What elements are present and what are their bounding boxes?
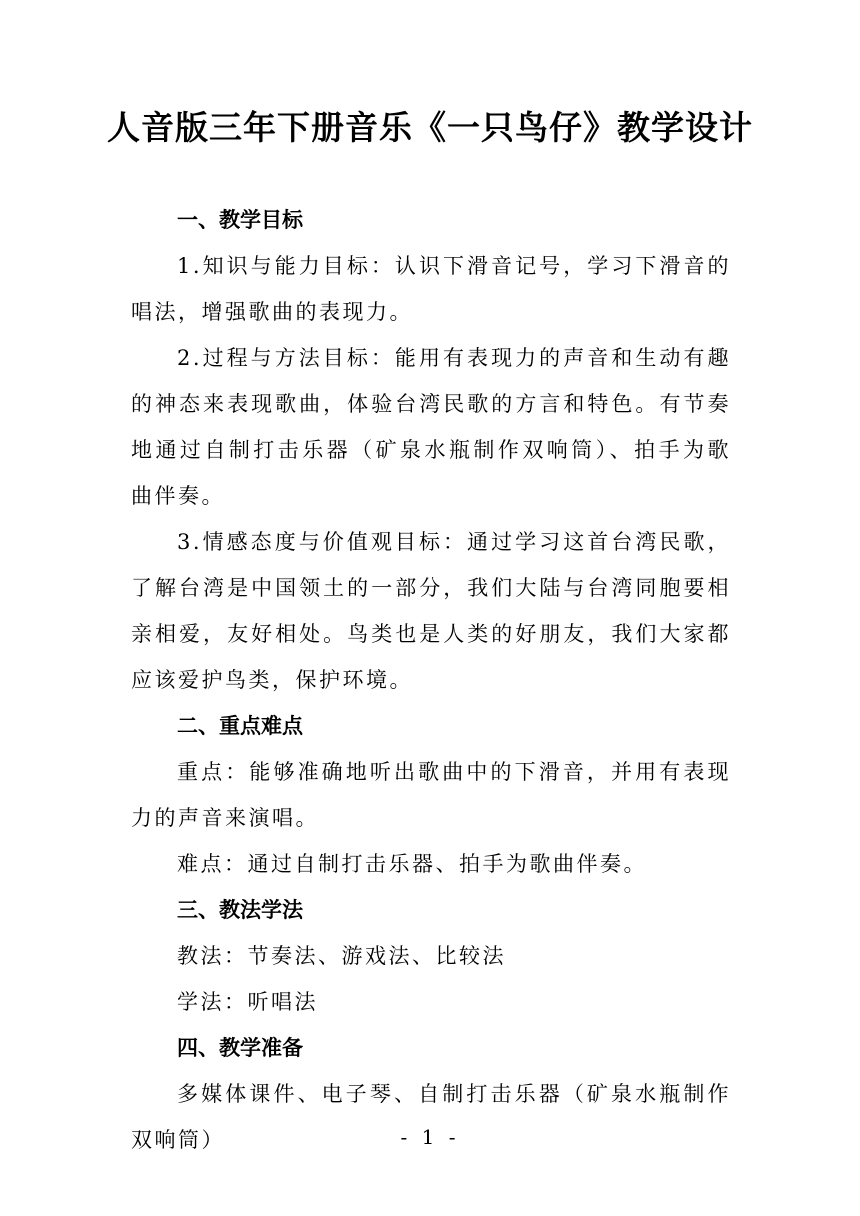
paragraph: 学法：听唱法 [177, 990, 318, 1014]
document-title: 人音版三年下册音乐《一只鸟仔》教学设计 [107, 108, 753, 147]
section-heading: 三、教法学法 [177, 898, 303, 922]
section-key-points [131, 703, 731, 887]
paragraph: 多媒体课件、电子琴、自制打击乐器（矿泉水瓶制作双响筒） [131, 1082, 731, 1152]
paragraph: 难点：通过自制打击乐器、拍手为歌曲伴奏。 [177, 852, 647, 876]
paragraph: 2.过程与方法目标：能用有表现力的声音和生动有趣的神态来表现歌曲，体验台湾民歌的方言和特色。有节奏地通过自制打击乐器（矿泉水瓶制作双响筒）、拍手为歌曲伴奏。 [131, 346, 731, 508]
section-methods [131, 887, 731, 1025]
section-heading: 二、重点难点 [177, 714, 303, 738]
paragraph: 重点：能够准确地听出歌曲中的下滑音，并用有表现力的声音来演唱。 [131, 760, 731, 830]
paragraph: 1.知识与能力目标：认识下滑音记号，学习下滑音的唱法，增强歌曲的表现力。 [131, 254, 731, 324]
document-body [131, 197, 731, 1163]
page-number: - 1 - [400, 1125, 460, 1149]
paragraph: 3.情感态度与价值观目标：通过学习这首台湾民歌，了解台湾是中国领土的一部分，我们大陆与台湾同胞要相亲相爱，友好相处。鸟类也是人类的好朋友，我们大家都应该爱护鸟类，保护环境。 [131, 530, 731, 692]
section-teaching-goals [131, 197, 731, 703]
paragraph: 教法：节奏法、游戏法、比较法 [177, 944, 506, 968]
section-heading: 四、教学准备 [177, 1036, 303, 1060]
section-heading: 一、教学目标 [177, 208, 303, 232]
